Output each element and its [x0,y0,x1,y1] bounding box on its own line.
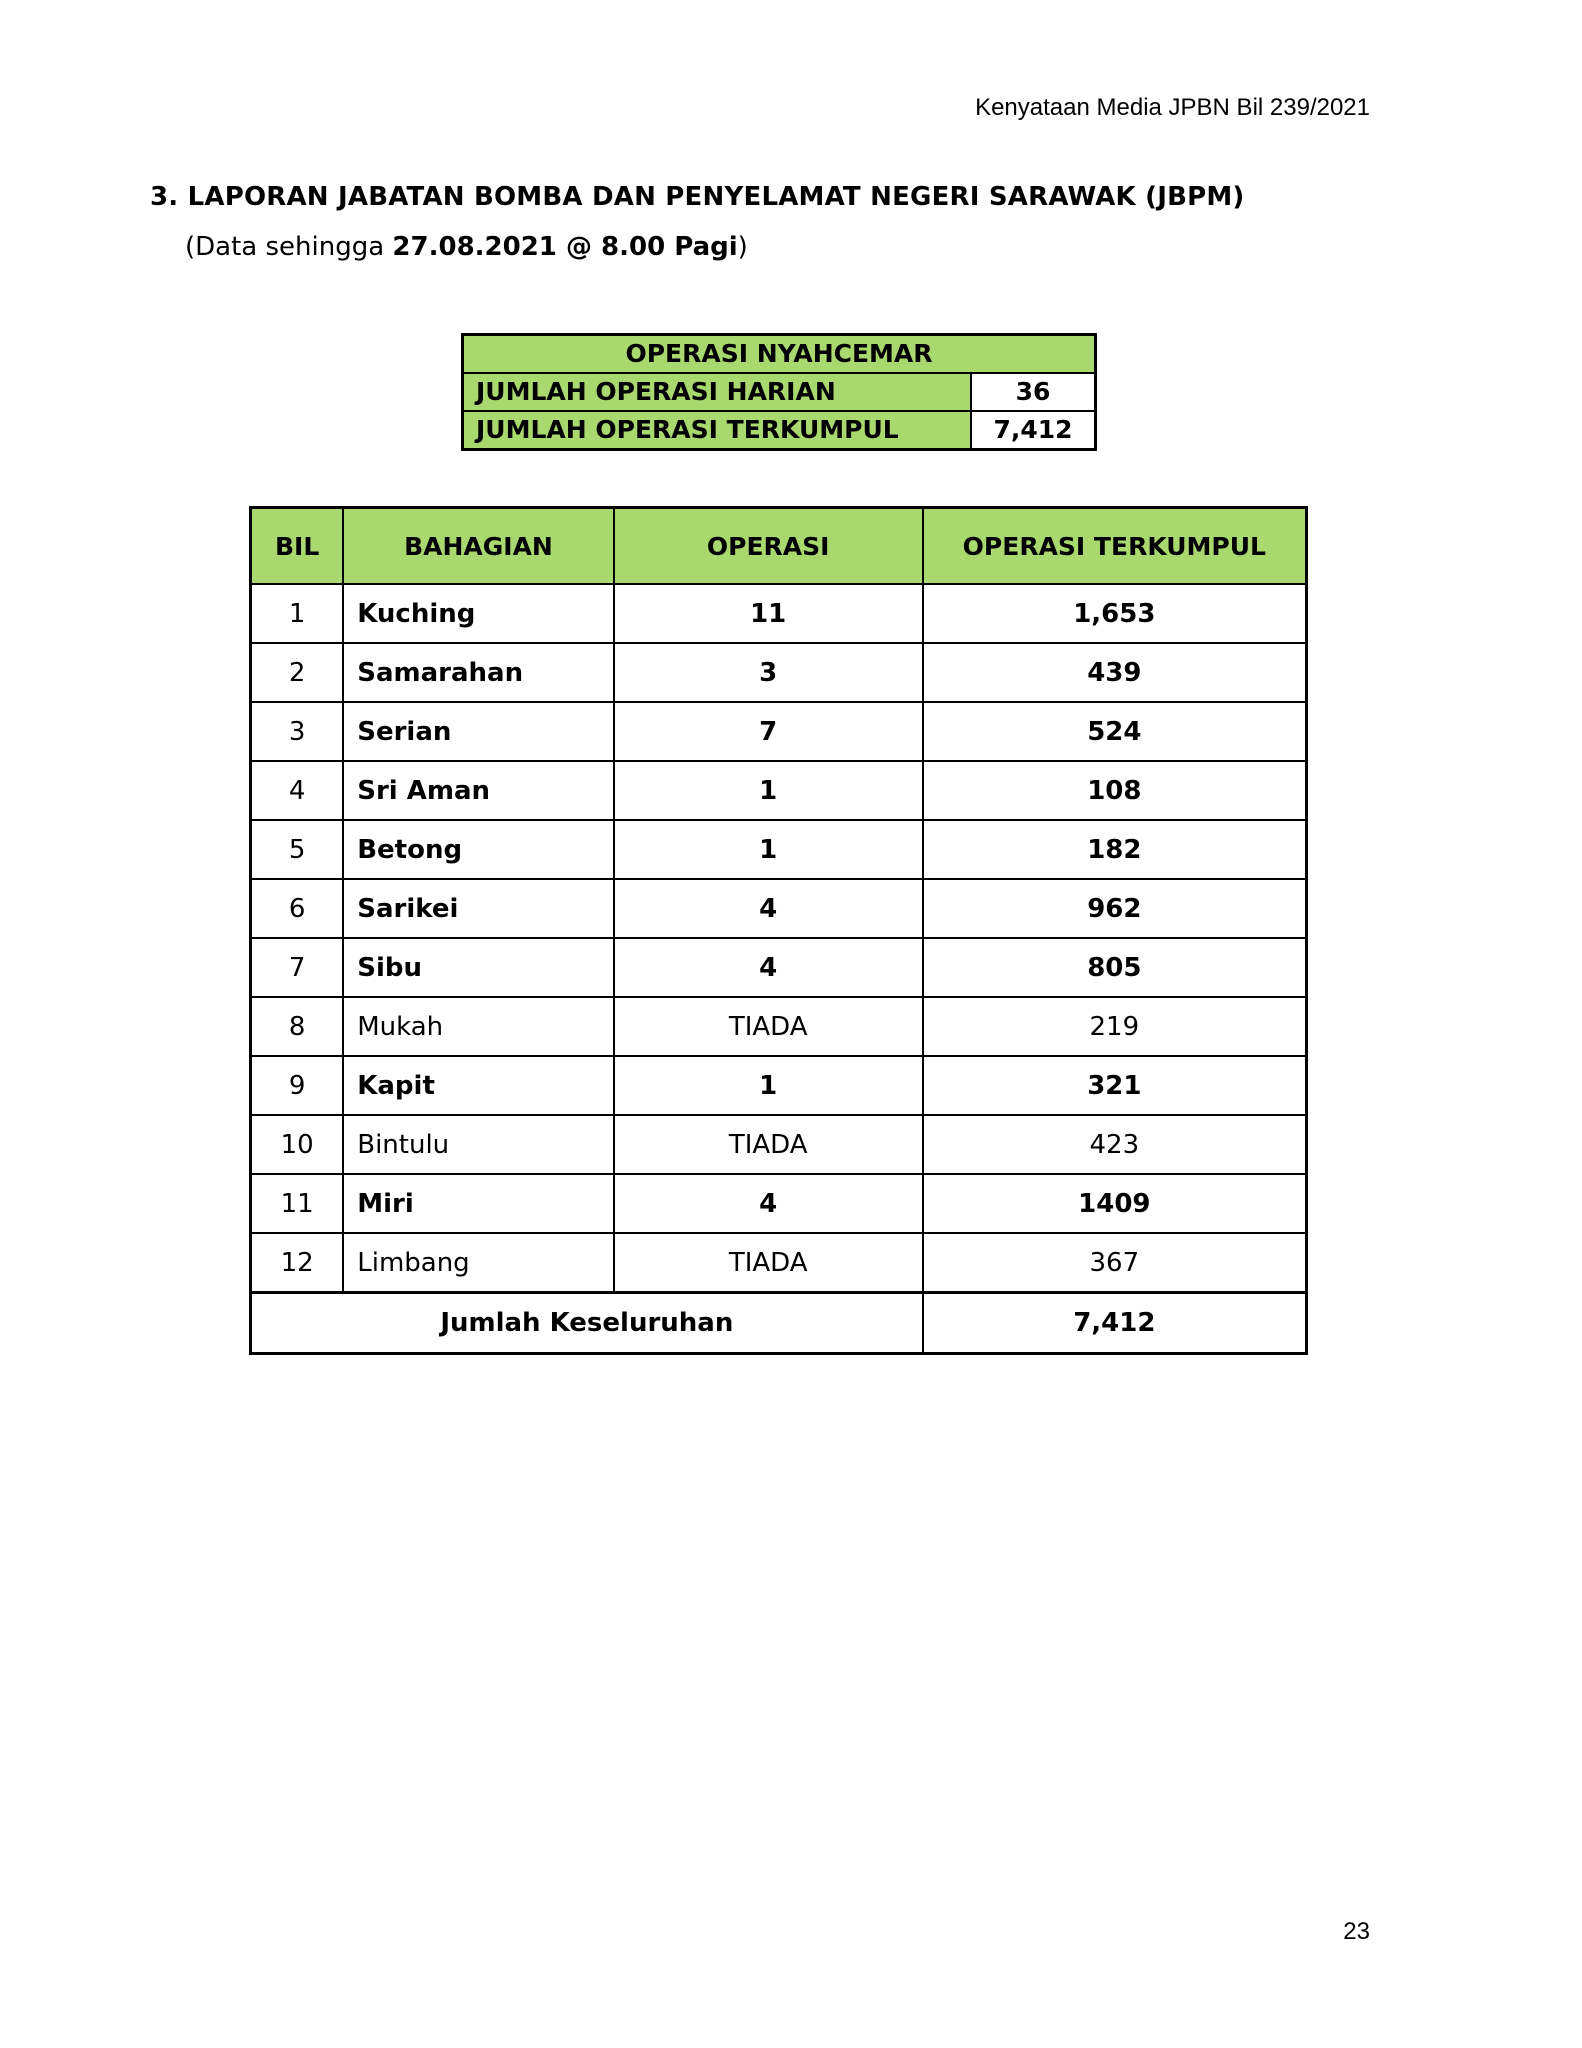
table-row [251,820,1307,879]
table-row [251,1115,1307,1174]
cell-operasi-terkumpul: 423 [923,1115,1307,1174]
total-value: 7,412 [923,1293,1307,1354]
summary-row [463,411,1096,450]
table-row [251,938,1307,997]
cell-bil: 2 [251,643,344,702]
table-body [251,584,1307,1293]
table-row [251,584,1307,643]
table-row [251,997,1307,1056]
cell-bil: 5 [251,820,344,879]
cell-operasi: 1 [614,761,923,820]
page-number: 23 [1343,1918,1370,1945]
cell-operasi-terkumpul: 367 [923,1233,1307,1293]
section-title: 3. LAPORAN JABATAN BOMBA DAN PENYELAMAT NEGERI SARAWAK (JBPM) [150,182,1245,212]
cell-operasi: 1 [614,820,923,879]
summary-table [461,333,1097,451]
cell-operasi: 4 [614,938,923,997]
cell-operasi-terkumpul: 321 [923,1056,1307,1115]
summary-label: JUMLAH OPERASI TERKUMPUL [463,411,972,450]
section-subtitle [185,232,748,262]
cell-operasi-terkumpul: 439 [923,643,1307,702]
cell-operasi: 4 [614,1174,923,1233]
header-bahagian: BAHAGIAN [343,508,613,585]
cell-operasi-terkumpul: 962 [923,879,1307,938]
cell-bahagian: Kuching [343,584,613,643]
table-row [251,1233,1307,1293]
cell-bahagian: Samarahan [343,643,613,702]
division-table [249,506,1308,1355]
cell-bil: 3 [251,702,344,761]
cell-bahagian: Limbang [343,1233,613,1293]
cell-operasi-terkumpul: 219 [923,997,1307,1056]
cell-bahagian: Betong [343,820,613,879]
cell-bahagian: Serian [343,702,613,761]
document-reference: Kenyataan Media JPBN Bil 239/2021 [975,94,1370,121]
cell-operasi: TIADA [614,1233,923,1293]
summary-title-row [463,335,1096,374]
cell-bil: 12 [251,1233,344,1293]
cell-bahagian: Miri [343,1174,613,1233]
table-row [251,879,1307,938]
summary-value: 36 [971,373,1096,411]
subtitle-date: 27.08.2021 @ 8.00 Pagi [392,232,738,262]
cell-operasi-terkumpul: 108 [923,761,1307,820]
cell-operasi: 1 [614,1056,923,1115]
cell-bil: 8 [251,997,344,1056]
total-row [251,1293,1307,1354]
header-operasi-terkumpul: OPERASI TERKUMPUL [923,508,1307,585]
cell-operasi: 4 [614,879,923,938]
total-label: Jumlah Keseluruhan [251,1293,923,1354]
cell-bil: 6 [251,879,344,938]
table-row [251,643,1307,702]
cell-bahagian: Sri Aman [343,761,613,820]
cell-operasi-terkumpul: 805 [923,938,1307,997]
table-row [251,1174,1307,1233]
cell-operasi: TIADA [614,1115,923,1174]
summary-row [463,373,1096,411]
cell-operasi: 7 [614,702,923,761]
subtitle-prefix: (Data sehingga [185,232,393,262]
subtitle-suffix: ) [737,232,748,262]
summary-label: JUMLAH OPERASI HARIAN [463,373,972,411]
cell-bil: 9 [251,1056,344,1115]
cell-operasi: 11 [614,584,923,643]
table-row [251,1056,1307,1115]
cell-bil: 10 [251,1115,344,1174]
cell-bil: 11 [251,1174,344,1233]
table-row [251,761,1307,820]
cell-bahagian: Mukah [343,997,613,1056]
cell-operasi-terkumpul: 1,653 [923,584,1307,643]
cell-operasi: TIADA [614,997,923,1056]
table-row [251,702,1307,761]
cell-operasi-terkumpul: 524 [923,702,1307,761]
cell-bil: 4 [251,761,344,820]
summary-value: 7,412 [971,411,1096,450]
table-header-row [251,508,1307,585]
header-operasi: OPERASI [614,508,923,585]
cell-operasi: 3 [614,643,923,702]
cell-bahagian: Sarikei [343,879,613,938]
cell-bahagian: Kapit [343,1056,613,1115]
cell-operasi-terkumpul: 1409 [923,1174,1307,1233]
cell-bahagian: Bintulu [343,1115,613,1174]
header-bil: BIL [251,508,344,585]
summary-title: OPERASI NYAHCEMAR [463,335,1096,374]
cell-bil: 1 [251,584,344,643]
cell-bil: 7 [251,938,344,997]
cell-bahagian: Sibu [343,938,613,997]
cell-operasi-terkumpul: 182 [923,820,1307,879]
